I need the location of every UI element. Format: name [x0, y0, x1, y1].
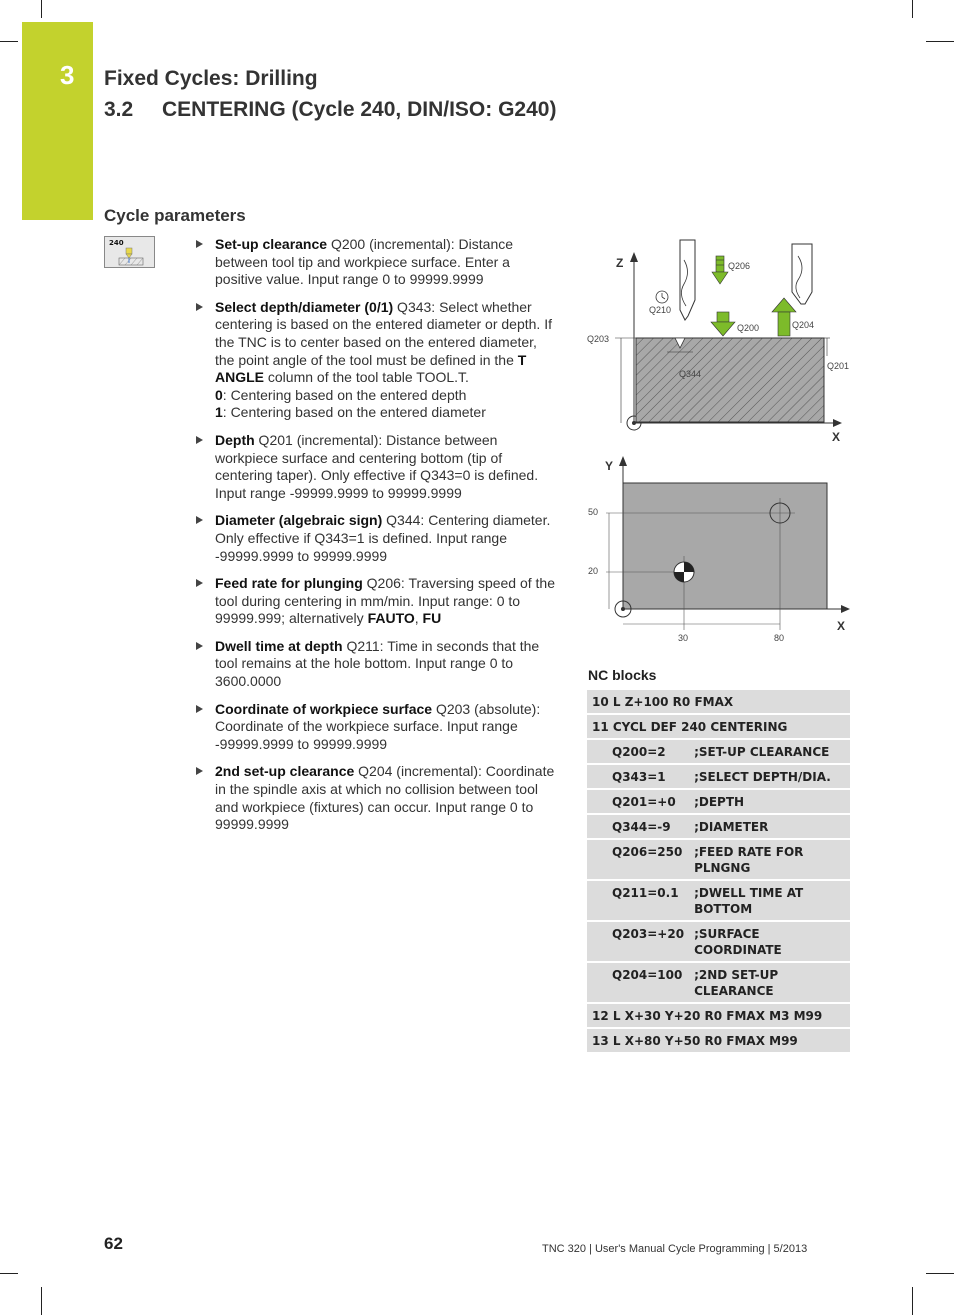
table-row — [587, 962, 850, 1003]
table-row — [587, 714, 850, 739]
nc-blocks-table — [587, 690, 850, 1054]
param-q206 — [195, 575, 560, 628]
q203-label: Q203 — [587, 334, 610, 344]
footer-text: TNC 320 | User's Manual Cycle Programming | 5/2013 — [542, 1243, 808, 1255]
nc-param: Q200=2 — [587, 739, 689, 764]
y-axis-label: Y — [605, 459, 614, 473]
x-axis-top-label: X — [837, 619, 846, 633]
table-row — [587, 1028, 850, 1053]
separator: , — [414, 610, 423, 627]
table-row — [587, 690, 850, 714]
param-name: Coordinate of workpiece surface — [215, 700, 433, 717]
side-view — [587, 240, 849, 444]
z-axis-label: Z — [616, 256, 624, 270]
crop-mark — [41, 0, 42, 18]
nc-line: 11 CYCL DEF 240 CENTERING — [587, 714, 850, 739]
param-description: Q201 (incremental): Distance between workpiece surface and centering bottom (tip of centering taper). Only effective if Q343=0 is defined. Input range -99999.9999 to 99999.9999 — [215, 431, 539, 501]
x-axis-top-arrow — [841, 605, 850, 613]
nc-line: 12 L X+30 Y+20 R0 FMAX M3 M99 — [587, 1003, 850, 1028]
crop-mark — [0, 1273, 18, 1274]
centering-icon — [105, 237, 154, 267]
q200-label: Q200 — [737, 323, 760, 333]
nc-param: Q206=250 — [587, 839, 689, 880]
param-q203 — [195, 701, 560, 754]
param-description: Q204 (incremental): Coordinate in the spindle axis at which no collision between tool and workpiece (fixtures) can occur. Input range 0 to 99999.9999 — [215, 763, 555, 833]
nc-param: Q203=+20 — [587, 921, 689, 962]
top-view — [588, 456, 850, 643]
table-row — [587, 764, 850, 789]
nc-comment: ;SURFACE COORDINATE — [689, 921, 850, 962]
x30-label: 30 — [678, 633, 689, 643]
section-title — [104, 98, 556, 122]
workpiece — [636, 338, 824, 422]
chapter-title: Fixed Cycles: Drilling — [104, 67, 318, 90]
q201-label: Q201 — [827, 361, 850, 371]
table-row — [587, 1003, 850, 1028]
param-q200 — [195, 236, 560, 289]
nc-comment: ;SELECT DEPTH/DIA. — [689, 764, 850, 789]
crop-mark — [912, 1287, 913, 1315]
crop-mark — [912, 0, 913, 18]
chapter-number: 3 — [60, 60, 75, 90]
nc-comment: ;DEPTH — [689, 789, 850, 814]
param-name: Depth — [215, 431, 255, 448]
nc-param: Q344=-9 — [587, 814, 689, 839]
cycle-parameters-heading: Cycle parameters — [104, 206, 246, 225]
param-description: Q343: Select whether centering is based on the entered diameter or depth. If the TNC is to center based on the entered diameter, the point angle of the tool must be defined in the — [215, 298, 552, 368]
param-q211 — [195, 638, 560, 691]
crop-mark — [926, 41, 954, 42]
table-row — [587, 880, 850, 921]
tool-left — [680, 240, 695, 320]
keyword: FU — [422, 610, 442, 627]
nc-comment: ;DIAMETER — [689, 814, 850, 839]
option-key: 1 — [215, 404, 223, 421]
q210-label: Q210 — [649, 305, 672, 315]
tool-right — [792, 244, 812, 304]
param-q201 — [195, 432, 560, 502]
option-key: 0 — [215, 386, 223, 403]
param-description: Q203 (absolute): Coordinate of the workpiece surface. Input range -99999.9999 to 99999.9999 — [215, 700, 541, 752]
y20-label: 20 — [588, 566, 599, 576]
bullet-arrow-icon — [196, 767, 203, 775]
q206-label: Q206 — [728, 261, 751, 271]
z-axis-arrow — [630, 252, 638, 262]
nc-param: Q211=0.1 — [587, 880, 689, 921]
q204-clearance-arrow-icon — [772, 298, 796, 336]
table-row — [587, 814, 850, 839]
page-number: 62 — [104, 1234, 123, 1253]
nc-param: Q204=100 — [587, 962, 689, 1003]
section-title-text: CENTERING (Cycle 240, DIN/ISO: G240) — [162, 98, 557, 121]
x80-label: 80 — [774, 633, 785, 643]
bullet-arrow-icon — [196, 705, 203, 713]
param-description: Q211: Time in seconds that the tool remains at the hole bottom. Input range 0 to 3600.0000 — [215, 637, 540, 690]
param-name: Select depth/diameter (0/1) — [215, 298, 394, 315]
nc-comment: ;2ND SET-UP CLEARANCE — [689, 962, 850, 1003]
param-name: Dwell time at depth — [215, 637, 343, 654]
bullet-arrow-icon — [196, 436, 203, 444]
table-row — [587, 739, 850, 764]
param-q204 — [195, 763, 560, 833]
chapter-tab — [22, 22, 93, 220]
q344-label: Q344 — [679, 369, 702, 379]
nc-blocks-heading: NC blocks — [588, 667, 657, 683]
nc-param: Q343=1 — [587, 764, 689, 789]
workpiece-top — [623, 483, 827, 609]
y50-label: 50 — [588, 507, 599, 517]
param-name: 2nd set-up clearance — [215, 763, 355, 780]
nc-line: 13 L X+80 Y+50 R0 FMAX M99 — [587, 1028, 850, 1053]
q200-clearance-arrow-icon — [711, 312, 735, 336]
bullet-arrow-icon — [196, 642, 203, 650]
bullet-arrow-icon — [196, 579, 203, 587]
param-name: Diameter (algebraic sign) — [215, 512, 383, 529]
table-row — [587, 921, 850, 962]
nc-comment: ;DWELL TIME AT BOTTOM — [689, 880, 850, 921]
softkey-label: 240 — [109, 239, 124, 247]
nc-comment: ;FEED RATE FOR PLNGNG — [689, 839, 850, 880]
column-name: T ANGLE — [215, 351, 527, 386]
crop-mark — [41, 1287, 42, 1315]
q204-label: Q204 — [792, 320, 815, 330]
q206-feed-arrow-icon — [712, 256, 728, 284]
param-name: Set-up clearance — [215, 236, 328, 252]
param-description: Q344: Centering diameter. Only effective if Q343=1 is defined. Input range -99999.9999 to 99999.9999 — [215, 512, 551, 564]
cycle-240-softkey-icon — [104, 236, 155, 268]
table-row — [587, 839, 850, 880]
q210-dwell-icon — [656, 291, 668, 303]
param-q343 — [195, 299, 560, 422]
bullet-arrow-icon — [196, 303, 203, 311]
parameter-list — [195, 236, 560, 844]
bullet-arrow-icon — [196, 516, 203, 524]
nc-param: Q201=+0 — [587, 789, 689, 814]
nc-line: 10 L Z+100 R0 FMAX — [587, 690, 850, 714]
table-row — [587, 789, 850, 814]
nc-comment: ;SET-UP CLEARANCE — [689, 739, 850, 764]
param-name: Feed rate for plunging — [215, 575, 363, 592]
y-axis-arrow — [619, 456, 627, 466]
keyword: FAUTO — [367, 610, 415, 627]
x-axis-label: X — [832, 430, 841, 444]
param-description: Q200 (incremental): Distance between tool tip and workpiece surface. Enter a positive value. Input range 0 to 99999.9999 — [215, 236, 514, 288]
section-number: 3.2 — [104, 98, 134, 121]
crop-mark — [0, 41, 18, 42]
hole-1-icon — [674, 562, 694, 582]
option-text: : Centering based on the entered depth — [222, 386, 467, 403]
crop-mark — [926, 1273, 954, 1274]
bullet-arrow-icon — [196, 240, 203, 248]
x-axis-arrow — [833, 419, 842, 427]
param-description: Q206: Traversing speed of the tool during centering in mm/min. Input range: 0 to 99999.999; alternatively — [215, 575, 556, 627]
param-description-cont: column of the tool table TOOL.T. — [264, 369, 469, 386]
option-text: : Centering based on the entered diameter — [222, 404, 486, 421]
param-q344 — [195, 512, 560, 565]
centering-diagram — [585, 238, 855, 653]
